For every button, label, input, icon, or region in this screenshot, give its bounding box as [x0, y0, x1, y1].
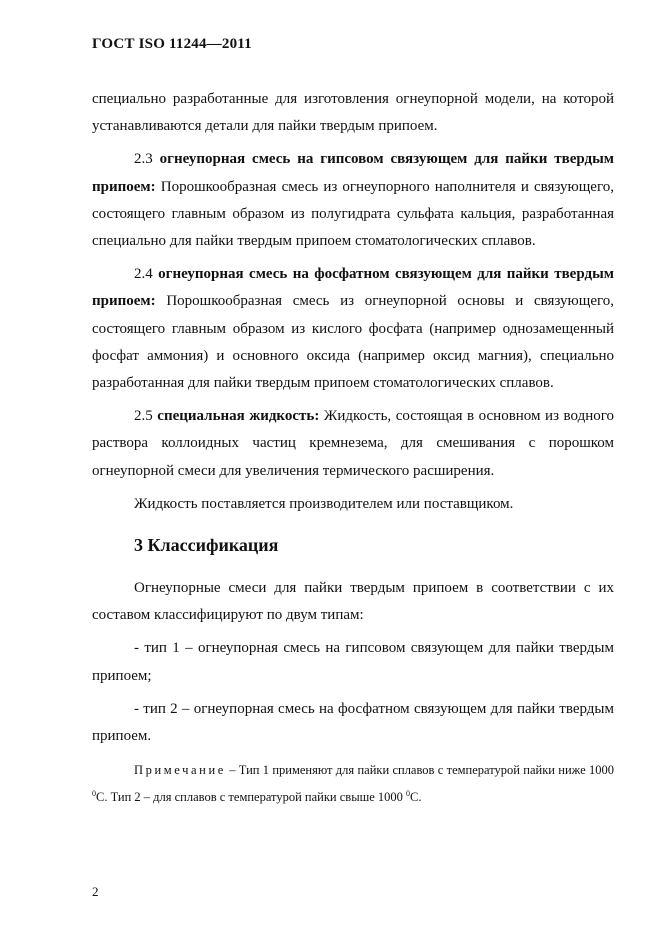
term-definition: Жидкость, состоящая в основном из водного раствора коллоидных частиц кремнезема, для смешивания с порошком огнеупорной смеси для увеличения термического расширения.: [92, 408, 615, 479]
page-number: 2: [92, 884, 99, 899]
note-text-b: С. Тип 2 – для сплавов с температурой пайки свыше 1000: [96, 790, 407, 805]
note-degree-b: 0: [406, 789, 411, 799]
type-1-item: - тип 1 – огнеупорная смесь на гипсовом связующем для пайки твердым припоем;: [92, 640, 614, 684]
term-definition: Порошкообразная смесь из огнеупорного наполнителя и связующего, состоящего главным образом из полугидрата сульфата кальция, разработанная специально для пайки твердым припоем стоматологических сплавов.: [92, 178, 614, 250]
term-number: 2.4: [134, 266, 153, 283]
note-text-a: – Тип 1 применяют для пайки сплавов с температурой пайки ниже 1000: [225, 763, 614, 778]
note-degree-a: 0: [92, 789, 96, 799]
document-header: ГОСТ ISO 11244—2011: [92, 36, 252, 52]
term-number: 2.5: [134, 408, 153, 425]
note-text-c: С.: [410, 790, 422, 805]
term-definition: Порошкообразная смесь из огнеупорной основы и связующего, состоящего главным образом из кислого фосфата (например однозамещенный фосфат аммония) и основного оксида (например оксид магния), специально разработанная для пайки твердым припоем стоматологических сплавов.: [92, 293, 615, 392]
term-2-3: [92, 146, 614, 255]
note-label: Примечание: [134, 763, 226, 778]
type-2-item: - тип 2 – огнеупорная смесь на фосфатном связующем для пайки твердым припоем.: [92, 700, 614, 745]
term-2-5: [92, 403, 614, 485]
intro-paragraph: специально разработанные для изготовления огнеупорной модели, на которой устанавливаются детали для пайки твердым припоем.: [92, 91, 614, 135]
term-title: специальная жидкость:: [157, 408, 320, 425]
page-content: [92, 86, 614, 809]
section-intro: Огнеупорные смеси для пайки твердым припоем в соответствии с их составом классифицируют по двум типам:: [92, 580, 614, 624]
note-paragraph: [92, 758, 614, 809]
term-title: огнеупорная смесь на гипсовом связующем для пайки твердым припоем:: [92, 151, 615, 195]
section-title: 3 Классификация: [134, 535, 279, 556]
term-number: 2.3: [134, 151, 153, 168]
term-2-4: [92, 261, 614, 397]
supplier-paragraph: Жидкость поставляется производителем или поставщиком.: [134, 495, 514, 512]
term-title: огнеупорная смесь на фосфатном связующем для пайки твердым припоем:: [92, 266, 614, 310]
